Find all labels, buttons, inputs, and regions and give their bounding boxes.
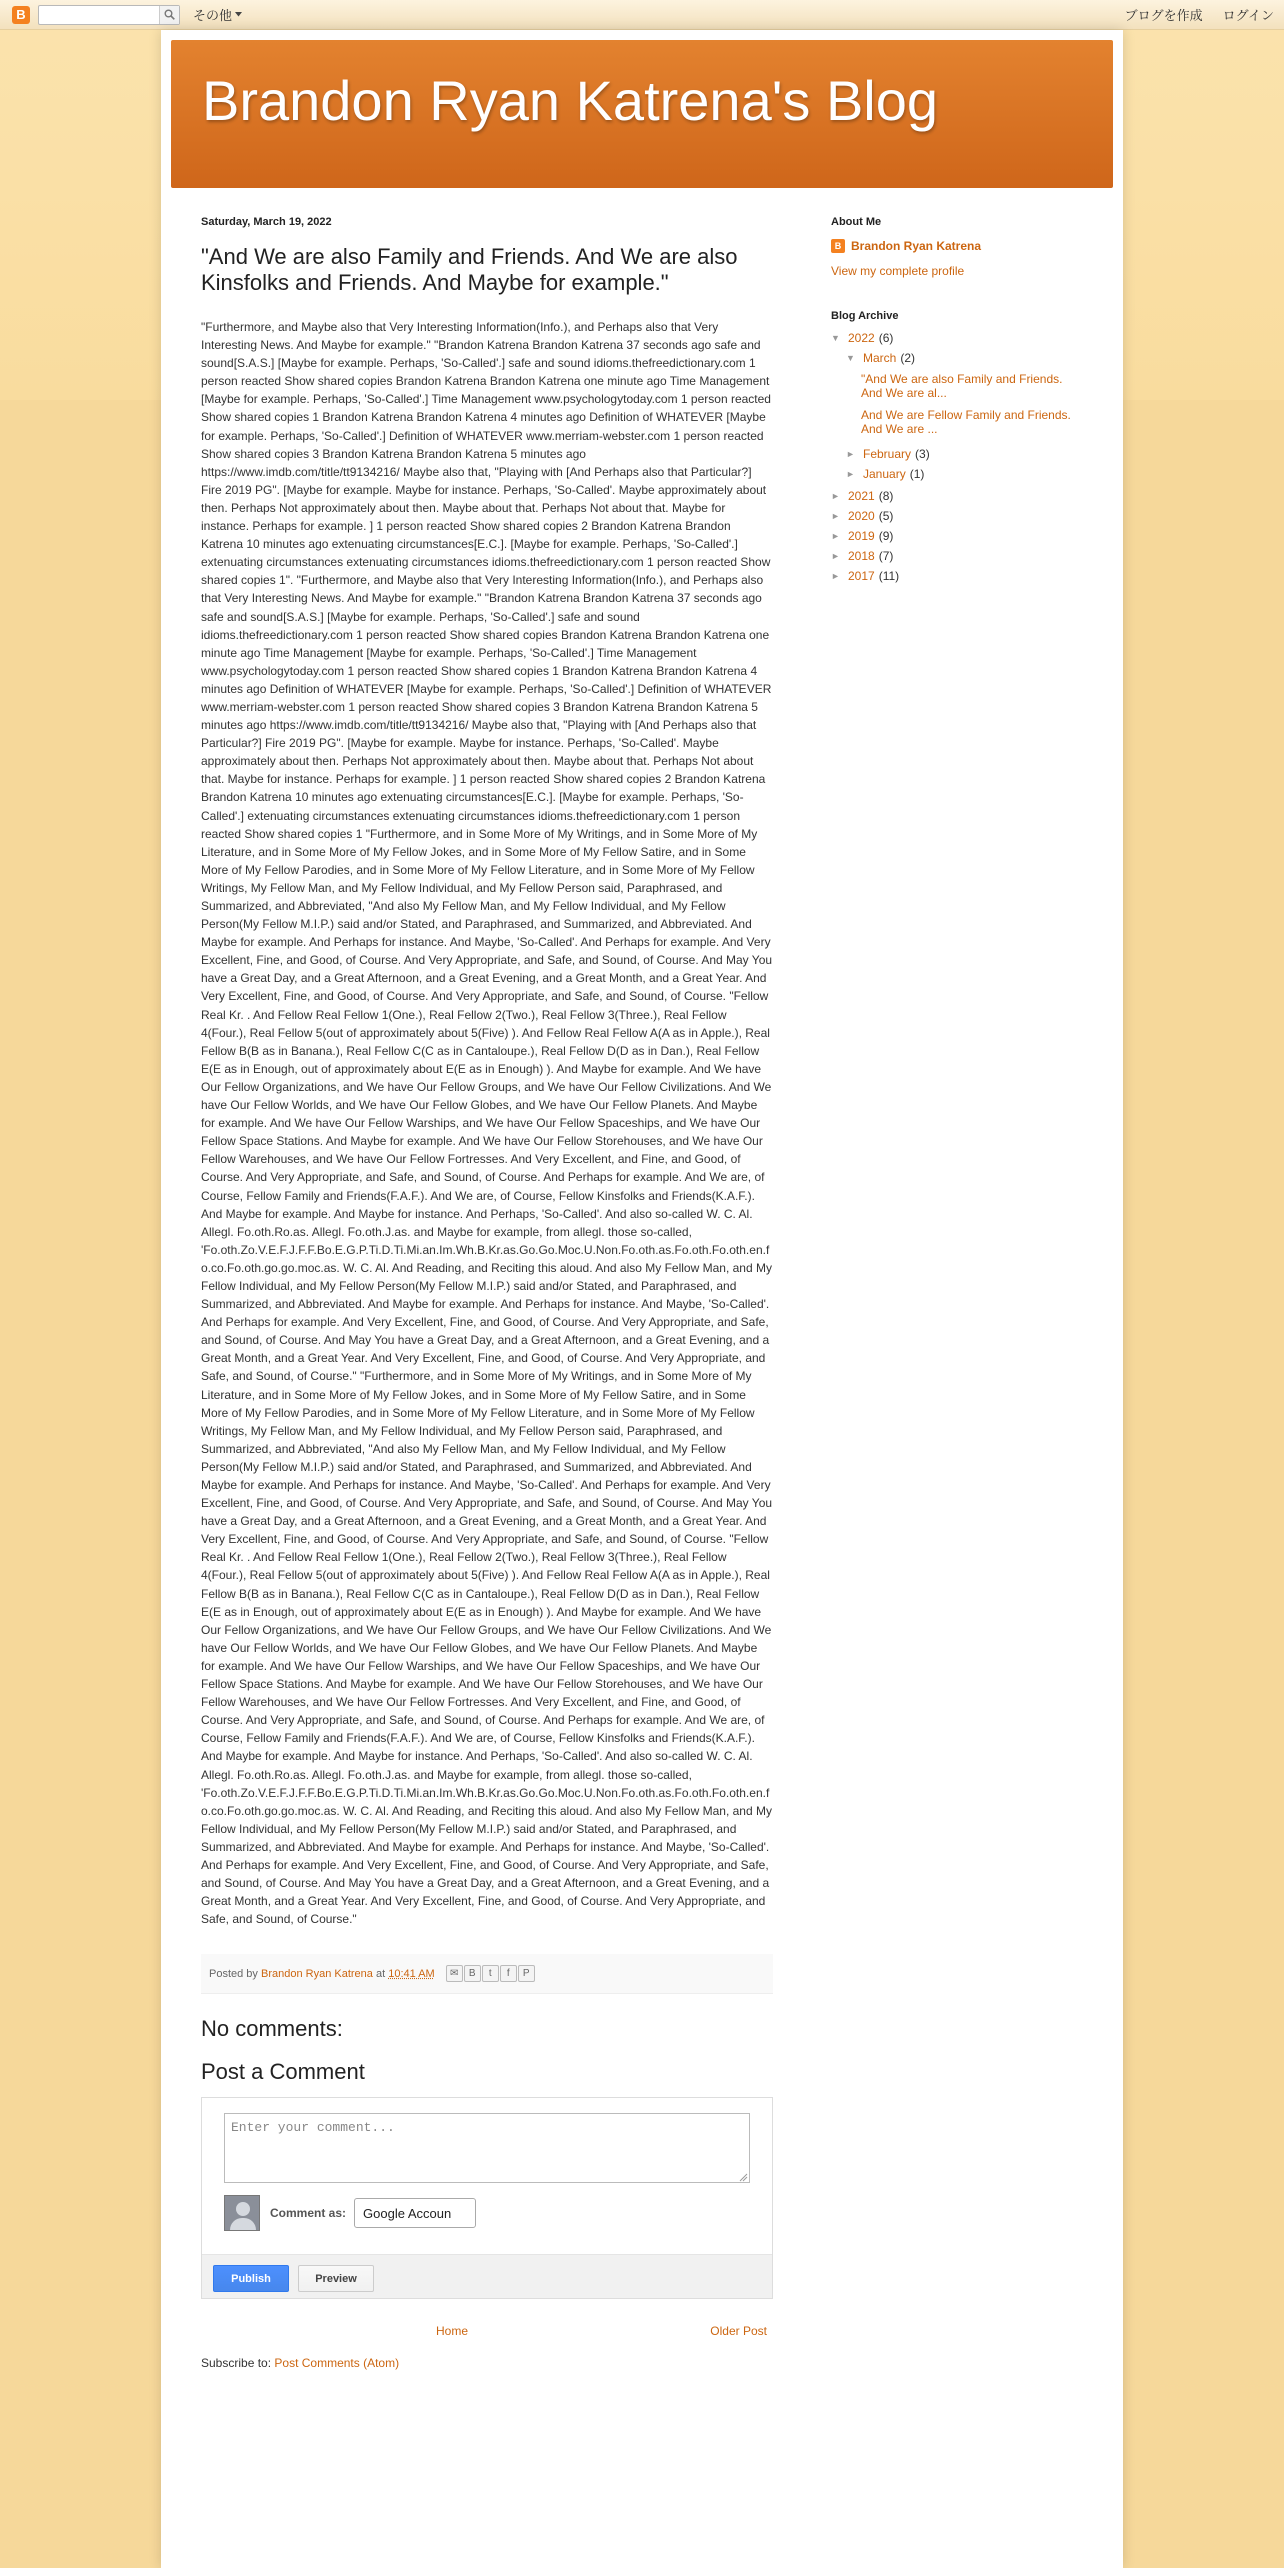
post-comment-heading: Post a Comment	[201, 2059, 365, 2085]
preview-button[interactable]: Preview	[298, 2265, 374, 2292]
at-label: at	[375, 1967, 386, 1980]
sidebar	[831, 216, 1081, 586]
archive-count: (11)	[878, 569, 900, 583]
blogger-logo-icon[interactable]: B	[12, 6, 30, 24]
create-blog-link[interactable]: ブログを作成	[1124, 8, 1203, 23]
blogger-navbar	[0, 0, 1284, 30]
post-author-link[interactable]: Brandon Ryan Katrena	[260, 1967, 373, 1980]
expand-toggle-icon[interactable]: ►	[846, 469, 855, 479]
view-profile-link[interactable]: View my complete profile	[831, 264, 965, 278]
expand-toggle-icon[interactable]: ►	[831, 531, 840, 541]
collapse-toggle-icon[interactable]: ▼	[846, 353, 855, 363]
archive-month-march	[831, 348, 1081, 368]
blog-archive	[831, 328, 1081, 586]
archive-year-2019	[831, 526, 1081, 546]
publish-button[interactable]: Publish	[213, 2265, 289, 2292]
login-link[interactable]: ログイン	[1222, 8, 1274, 23]
subscribe-row	[201, 2356, 773, 2370]
blog-pager	[201, 2317, 773, 2347]
archive-count: (6)	[878, 331, 894, 345]
content-outer	[161, 30, 1123, 2568]
subscribe-label: Subscribe to:	[201, 2356, 272, 2371]
post-body: "Furthermore, and Maybe also that Very Interesting Information(Info.), and Perhaps also that Very Interesting News. And Maybe for example." "Brandon Katrena Brandon Katrena 37 seconds ago safe and sound[S.A.S.] [Maybe for example. Perhaps, 'So-Called'.] safe and sound idioms.thefreedictionary.com 1 person reacted Show shared copies Brandon Katrena Brandon Katrena one minute ago Time Management [Maybe for example. Perhaps, 'So-Called'.] Time Management www.psychologytoday.com 1 person reacted Show shared copies 1 Brandon Katrena Brandon Katrena 4 minutes ago Definition of WHATEVER [Maybe for example. Perhaps, 'So-Called'.] Definition of WHATEVER www.merriam-webster.com 1 person reacted Show shared copies 3 Brandon Katrena Brandon Katrena 5 minutes ago https://www.imdb.com/title/tt9134216/ Maybe also that, "Playing with [And Perhaps also that Particular?] Fire 2019 PG". [Maybe for example. Maybe for instance. Perhaps, 'So-Called'. Maybe approximately about then. Perhaps Not approximately about then. Maybe about that. Perhaps Not about that. Maybe for instance. Perhaps for example. ] 1 person reacted Show shared copies 2 Brandon Katrena Brandon Katrena 10 minutes ago extenuating circumstances[E.C.]. [Maybe for example. Perhaps, 'So-Called'.] extenuating circumstances extenuating circumstances idioms.thefreedictionary.com 1 person reacted Show shared copies 1". "Furthermore, and Maybe also that Very Interesting Information(Info.), and Perhaps also that Very Interesting News. And Maybe for example." "Brandon Katrena Brandon Katrena 37 seconds ago safe and sound[S.A.S.] [Maybe for example. Perhaps, 'So-Called'.] safe and sound idioms.thefreedictionary.com 1 person reacted Show shared copies Brandon Katrena Brandon Katrena one minute ago Time Management [Maybe for example. Perhaps, 'So-Called'.] Time Management www.psychologytoday.com 1 person reacted Show shared copies 1 Brandon Katrena Brandon Katrena 4 minutes ago Definition of WHATEVER [Maybe for example. Perhaps, 'So-Called'.] Definition of WHATEVER www.merriam-webster.com 1 person reacted Show shared copies 3 Brandon Katrena Brandon Katrena 5 minutes ago https://www.imdb.com/title/tt9134216/ Maybe also that, "Playing with [And Perhaps also that Particular?] Fire 2019 PG". [Maybe for example. Maybe for instance. Perhaps, 'So-Called'. Maybe approximately about then. Perhaps Not approximately about then. Maybe about that. Perhaps Not about that. Maybe for instance. Perhaps for example. ] 1 person reacted Show shared copies 2 Brandon Katrena Brandon Katrena 10 minutes ago extenuating circumstances[E.C.]. [Maybe for example. Perhaps, 'So-Called'.] extenuating circumstances extenuating circumstances idioms.thefreedictionary.com 1 person reacted Show shared copies 1 "Furthermore, and in Some More of My Writings, and in Some More of My Literature, and in Some More of My Fellow Jokes, and in Some More of My Fellow Satire, and in Some More of My Fellow Parodies, and in Some More of My Fellow Literature, and in Some More of My Fellow Writings, My Fellow Man, and My Fellow Individual, and My Fellow Person said, Paraphrased, and Summarized, and Abbreviated, "And also My Fellow Man, and My Fellow Individual, and My Fellow Person(My Fellow M.I.P.) said and/or Stated, and Paraphrased, and Summarized, and Abbreviated. And Maybe for example. And Perhaps for instance. And Maybe, 'So-Called'. And Perhaps for example. And Very Excellent, Fine, and Good, of Course. And Very Appropriate, and Safe, and Sound, of Course. And May You have a Great Day, and a Great Afternoon, and a Great Evening, and a Great Month, and a Great Year. And Very Excellent, Fine, and Good, of Course. And Very Appropriate, and Safe, and Sound, of Course. "Fellow Real Kr. . And Fellow Real Fellow 1(One.), Real Fellow 2(Two.), Real Fellow 3(Three.), Real Fellow 4(Four.), Real Fellow 5(out of approximately about 5(Five) ). And Fellow Real Fellow A(A as in Apple.), Real Fellow B(B as in Banana.), Real Fellow C(C as in Cantaloupe.), Real Fellow D(D as in Dan.), Real Fellow E(E as in Enough, out of approximately about E(E as in Enough) ). And Maybe for example. And We have Our Fellow Organizations, and We have Our Fellow Groups, and We have Our Fellow Civilizations. And We have Our Fellow Worlds, and We have Our Fellow Globes, and We have Our Fellow Planets. And Maybe for example. And We have Our Fellow Warships, and We have Our Fellow Spaceships, and We have Our Fellow Space Stations. And Maybe for example. And We have Our Fellow Storehouses, and We have Our Fellow Warehouses, and We have Our Fellow Fortresses. And Very Excellent, and Fine, and Good, of Course. And Very Appropriate, and Safe, and Sound, of Course. And Perhaps for example. And We are, of Course, Fellow Family and Friends(F.A.F.). And We are, of Course, Fellow Kinsfolks and Friends(K.A.F.). And Maybe for example. And Maybe for instance. And Perhaps, 'So-Called'. And also so-called W. C. Al. Allegl. Fo.oth.Ro.as. Allegl. Fo.oth.J.as. and Maybe for example, from allegl. those so-called, 'Fo.oth.Zo.V.E.F.J.F.F.Bo.E.G.P.Ti.D.Ti.Mi.an.Im.Wh.B.Kr.as.Go.Go.Moc.U.Non.Fo.oth.as.Fo.oth.Fo.oth.en.fo.co.Fo.oth.go.go.moc.as. W. C. Al. And Reading, and Reciting this aloud. And also My Fellow Man, and My Fellow Individual, and My Fellow Person(My Fellow M.I.P.) said and/or Stated, and Paraphrased, and Summarized, and Abbreviated. And Maybe for example. And Perhaps for instance. And Maybe, 'So-Called'. And Perhaps for example. And Very Excellent, Fine, and Good, of Course. And Very Appropriate, and Safe, and Sound, of Course. And May You have a Great Day, and a Great Afternoon, and a Great Evening, and a Great Month, and a Great Year. And Very Excellent, Fine, and Good, of Course. And Very Appropriate, and Safe, and Sound, of Course." "Furthermore, and in Some More of My Writings, and in Some More of My Literature, and in Some More of My Fellow Jokes, and in Some More of My Fellow Satire, and in Some More of My Fellow Parodies, and in Some More of My Fellow Literature, and in Some More of My Fellow Writings, My Fellow Man, and My Fellow Individual, and My Fellow Person said, Paraphrased, and Summarized, and Abbreviated, "And also My Fellow Man, and My Fellow Individual, and My Fellow Person(My Fellow M.I.P.) said and/or Stated, and Paraphrased, and Summarized, and Abbreviated. And Maybe for example. And Perhaps for instance. And Maybe, 'So-Called'. And Perhaps for example. And Very Excellent, Fine, and Good, of Course. And Very Appropriate, and Safe, and Sound, of Course. And May You have a Great Day, and a Great Afternoon, and a Great Evening, and a Great Month, and a Great Year. And Very Excellent, Fine, and Good, of Course. And Very Appropriate, and Safe, and Sound, of Course. "Fellow Real Kr. . And Fellow Real Fellow 1(One.), Real Fellow 2(Two.), Real Fellow 3(Three.), Real Fellow 4(Four.), Real Fellow 5(out of approximately about 5(Five) ). And Fellow Real Fellow A(A as in Apple.), Real Fellow B(B as in Banana.), Real Fellow C(C as in Cantaloupe.), Real Fellow D(D as in Dan.), Real Fellow E(E as in Enough, out of approximately about E(E as in Enough) ). And Maybe for example. And We have Our Fellow Organizations, and We have Our Fellow Groups, and We have Our Fellow Civilizations. And We have Our Fellow Worlds, and We have Our Fellow Globes, and We have Our Fellow Planets. And Maybe for example. And We have Our Fellow Warships, and We have Our Fellow Spaceships, and We have Our Fellow Space Stations. And Maybe for example. And We have Our Fellow Storehouses, and We have Our Fellow Warehouses, and We have Our Fellow Fortresses. And Very Excellent, and Fine, and Good, of Course. And Very Appropriate, and Safe, and Sound, of Course. And Perhaps for example. And We are, of Course, Fellow Family and Friends(F.A.F.). And We are, of Course, Fellow Kinsfolks and Friends(K.A.F.). And Maybe for example. And Maybe for instance. And Perhaps, 'So-Called'. And also so-called W. C. Al. Allegl. Fo.oth.Ro.as. Allegl. Fo.oth.J.as. and Maybe for example, from allegl. those so-called, 'Fo.oth.Zo.V.E.F.J.F.F.Bo.E.G.P.Ti.D.Ti.Mi.an.Im.Wh.B.Kr.as.Go.Go.Moc.U.Non.Fo.oth.as.Fo.oth.Fo.oth.en.fo.co.Fo.oth.go.go.moc.as. W. C. Al. And Reading, and Reciting this aloud. And also My Fellow Man, and My Fellow Individual, and My Fellow Person(My Fellow M.I.P.) said and/or Stated, and Paraphrased, and Summarized, and Abbreviated. And Maybe for example. And Perhaps for instance. And Maybe, 'So-Called'. And Perhaps for example. And Very Excellent, Fine, and Good, of Course. And Very Appropriate, and Safe, and Sound, of Course. And May You have a Great Day, and a Great Afternoon, and a Great Evening, and a Great Month, and a Great Year. And Very Excellent, Fine, and Good, of Course. And Very Appropriate, and Safe, and Sound, of Course."	[201, 320, 773, 1927]
comment-as-label: Comment as:	[270, 2206, 347, 2221]
collapse-toggle-icon[interactable]: ▼	[831, 333, 840, 343]
blog-title[interactable]: Brandon Ryan Katrena's Blog	[202, 69, 939, 132]
avatar	[224, 2195, 260, 2231]
archive-month-link[interactable]: March	[863, 351, 897, 365]
posted-by-label: Posted by	[209, 1967, 258, 1980]
archive-year-link[interactable]: 2022	[848, 331, 875, 345]
blogger-profile-icon: B	[831, 239, 845, 253]
comment-actions	[202, 2254, 772, 2298]
post-timestamp-link[interactable]: 10:41 AM	[388, 1967, 435, 1980]
pinterest-icon[interactable]: P	[518, 1965, 535, 1982]
blog-archive-title: Blog Archive	[831, 310, 899, 322]
navbar-more-menu[interactable]	[193, 5, 242, 24]
archive-post-link[interactable]: "And We are also Family and Friends. And We are al...	[861, 372, 1063, 400]
archive-year-2022	[831, 328, 1081, 348]
post-date: Saturday, March 19, 2022	[201, 216, 332, 228]
about-me-name-row	[831, 239, 1081, 253]
archive-year-link[interactable]: 2018	[848, 549, 875, 563]
twitter-icon[interactable]: t	[482, 1965, 499, 1982]
expand-toggle-icon[interactable]: ►	[831, 491, 840, 501]
archive-count: (9)	[878, 529, 894, 543]
post-footer	[201, 1954, 773, 1994]
blog-header	[171, 40, 1113, 188]
expand-toggle-icon[interactable]: ►	[831, 551, 840, 561]
archive-year-link[interactable]: 2017	[848, 569, 875, 583]
about-me-name-link[interactable]: Brandon Ryan Katrena	[851, 239, 982, 253]
older-post-link[interactable]: Older Post	[710, 2324, 767, 2339]
expand-toggle-icon[interactable]: ►	[831, 511, 840, 521]
archive-month-january	[831, 464, 1081, 484]
archive-count: (5)	[878, 509, 894, 523]
archive-year-link[interactable]: 2021	[848, 489, 875, 503]
archive-year-2017	[831, 566, 1081, 586]
search-icon[interactable]	[159, 6, 179, 24]
archive-month-link[interactable]: January	[863, 467, 906, 481]
archive-post-link[interactable]: And We are Fellow Family and Friends. And We are ...	[861, 408, 1071, 436]
navbar-search-input[interactable]	[38, 5, 180, 25]
navbar-more-label: その他	[193, 8, 233, 23]
expand-toggle-icon[interactable]: ►	[846, 449, 855, 459]
archive-count: (3)	[915, 447, 930, 461]
archive-year-link[interactable]: 2020	[848, 509, 875, 523]
home-link[interactable]: Home	[436, 2324, 469, 2339]
archive-year-2020	[831, 506, 1081, 526]
archive-year-link[interactable]: 2019	[848, 529, 875, 543]
archive-month-link[interactable]: February	[863, 447, 912, 461]
archive-count: (1)	[909, 467, 925, 481]
archive-year-2018	[831, 546, 1081, 566]
about-me-title: About Me	[831, 216, 882, 228]
archive-month-february	[831, 444, 1081, 464]
comment-as-row	[224, 2195, 476, 2231]
archive-year-2021	[831, 486, 1081, 506]
comment-form	[201, 2097, 773, 2299]
share-buttons	[446, 1965, 535, 1982]
no-comments-heading: No comments:	[201, 2016, 343, 2042]
expand-toggle-icon[interactable]: ►	[831, 571, 840, 581]
comment-textarea[interactable]: Enter your comment...	[224, 2113, 750, 2183]
chevron-down-icon	[235, 12, 242, 17]
account-select-value: Google Accoun	[363, 2205, 452, 2221]
archive-count: (8)	[878, 489, 894, 503]
subscribe-atom-link[interactable]: Post Comments (Atom)	[274, 2356, 400, 2371]
facebook-icon[interactable]: f	[500, 1965, 517, 1982]
archive-count: (7)	[878, 549, 894, 563]
account-select[interactable]	[354, 2198, 476, 2228]
post-title: "And We are also Family and Friends. And We are also Kinsfolks and Friends. And Maybe for example."	[201, 244, 738, 295]
email-icon[interactable]: ✉	[446, 1965, 463, 1982]
blogthis-icon[interactable]: B	[464, 1965, 481, 1982]
archive-count: (2)	[900, 351, 916, 365]
resize-handle-icon[interactable]	[739, 2173, 748, 2182]
main-column	[201, 216, 773, 2370]
